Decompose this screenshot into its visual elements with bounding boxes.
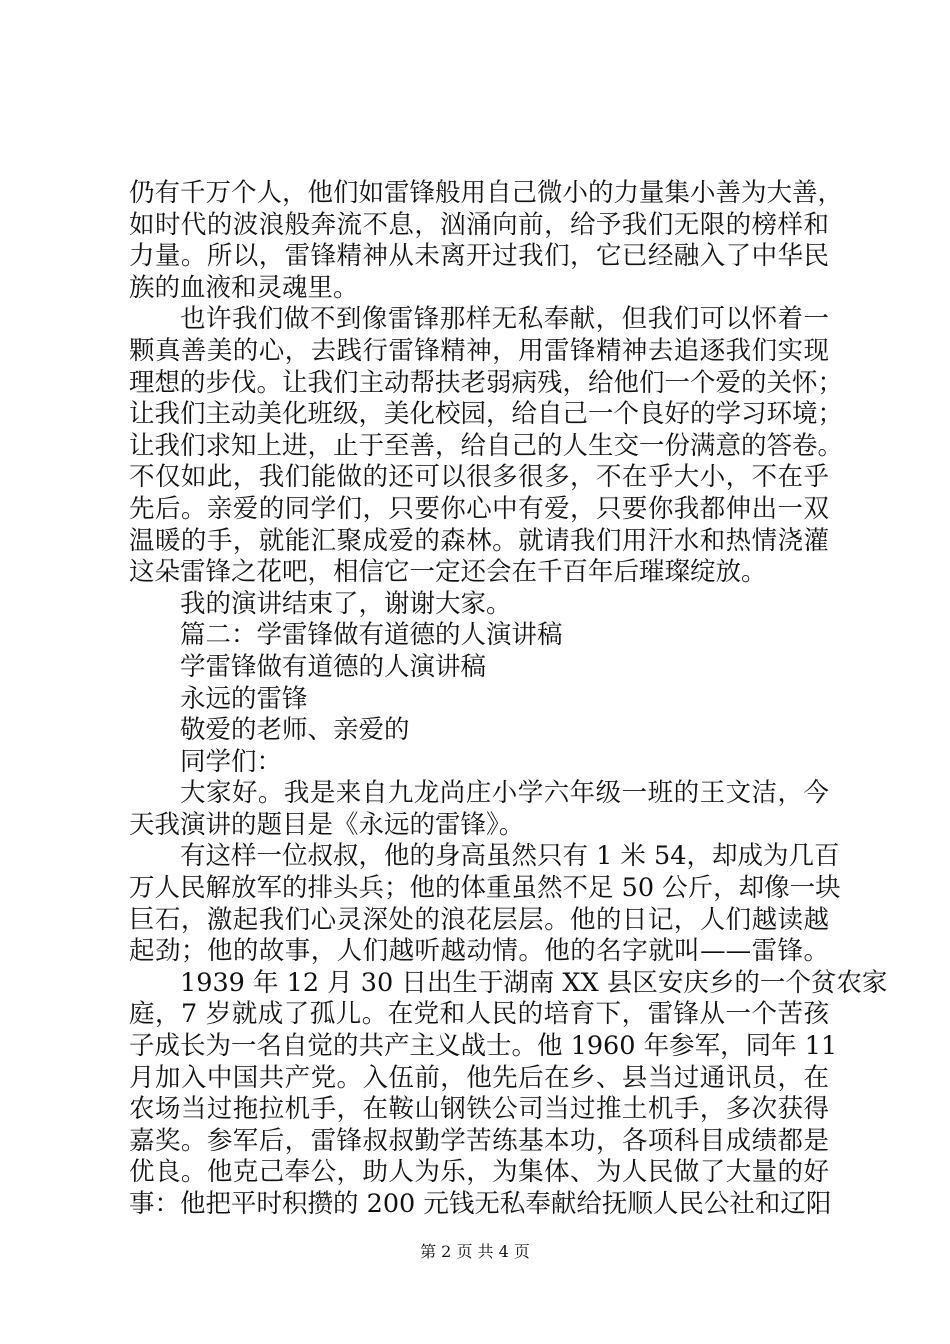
document-body (129, 178, 888, 1221)
text-line: 温暖的手，就能汇聚成爱的森林。就请我们用汗水和热情浇灌 (129, 525, 829, 556)
text-line: 同学们： (180, 746, 283, 777)
text-line: 有这样一位叔叔，他的身高虽然只有 1 米 54，却成为几百 (180, 841, 840, 872)
text-line: 仍有千万个人，他们如雷锋般用自己微小的力量集小善为大善， (129, 178, 844, 208)
text-line: 万人民解放军的排头兵；他的体重虽然不足 50 公斤，却像一块 (129, 873, 841, 904)
text-line: 如时代的波浪般奔流不息，汹涌向前，给予我们无限的榜样和 (129, 209, 829, 240)
text-line: 巨石，激起我们心灵深处的浪花层层。他的日记，人们越读越 (129, 904, 829, 935)
text-line: 子成长为一名自觉的共产主义战士。他 1960 年参军，同年 11 (129, 1031, 838, 1062)
text-line: 月加入中国共产党。入伍前，他先后在乡、县当过通讯员，在 (129, 1062, 829, 1093)
text-line: 庭，7 岁就成了孤儿。在党和人民的培育下，雷锋从一个苦孩 (129, 999, 829, 1030)
text-line: 让我们主动美化班级，美化校园，给自己一个良好的学习环境； (129, 399, 844, 430)
text-line: 永远的雷锋 (180, 683, 308, 714)
text-line: 起劲；他的故事，人们越听越动情。他的名字就叫——雷锋。 (129, 936, 829, 967)
text-line: 力量。所以，雷锋精神从未离开过我们，它已经融入了中华民 (129, 241, 829, 272)
text-line: 理想的步伐。让我们主动帮扶老弱病残，给他们一个爱的关怀； (129, 367, 844, 398)
text-line: 我的演讲结束了，谢谢大家。 (180, 588, 512, 619)
page-footer: 第 2 页 共 4 页 (420, 1242, 530, 1261)
text-line: 大家好。我是来自九龙尚庄小学六年级一班的王文洁，今 (180, 778, 829, 809)
text-line: 篇二：学雷锋做有道德的人演讲稿 (180, 620, 563, 651)
text-line: 1939 年 12 月 30 日出生于湖南 XX 县区安庆乡的一个贫农家 (180, 967, 888, 998)
text-line: 农场当过拖拉机手，在鞍山钢铁公司当过推土机手，多次获得 (129, 1094, 829, 1125)
text-line: 优良。他克己奉公，助人为乐，为集体、为人民做了大量的好 (129, 1157, 829, 1188)
text-line: 颗真善美的心，去践行雷锋精神，用雷锋精神去追逐我们实现 (129, 335, 829, 366)
text-line: 族的血液和灵魂里。 (129, 272, 359, 303)
text-line: 也许我们做不到像雷锋那样无私奉献，但我们可以怀着一 (180, 304, 829, 335)
text-line: 学雷锋做有道德的人演讲稿 (180, 651, 487, 682)
text-line: 敬爱的老师、亲爱的 (180, 715, 410, 746)
text-line: 不仅如此，我们能做的还可以很多很多，不在乎大小，不在乎 (129, 462, 829, 493)
text-line: 这朵雷锋之花吧，相信它一定还会在千百年后璀璨绽放。 (129, 557, 767, 588)
text-line: 事：他把平时积攒的 200 元钱无私奉献给抚顺人民公社和辽阳 (129, 1189, 832, 1219)
text-line: 嘉奖。参军后，雷锋叔叔勤学苦练基本功，各项科目成绩都是 (129, 1125, 829, 1156)
text-line: 让我们求知上进，止于至善，给自己的人生交一份满意的答卷。 (129, 430, 844, 461)
text-line: 先后。亲爱的同学们，只要你心中有爱，只要你我都伸出一双 (129, 493, 829, 524)
text-line: 天我演讲的题目是《永远的雷锋》。 (129, 809, 525, 840)
